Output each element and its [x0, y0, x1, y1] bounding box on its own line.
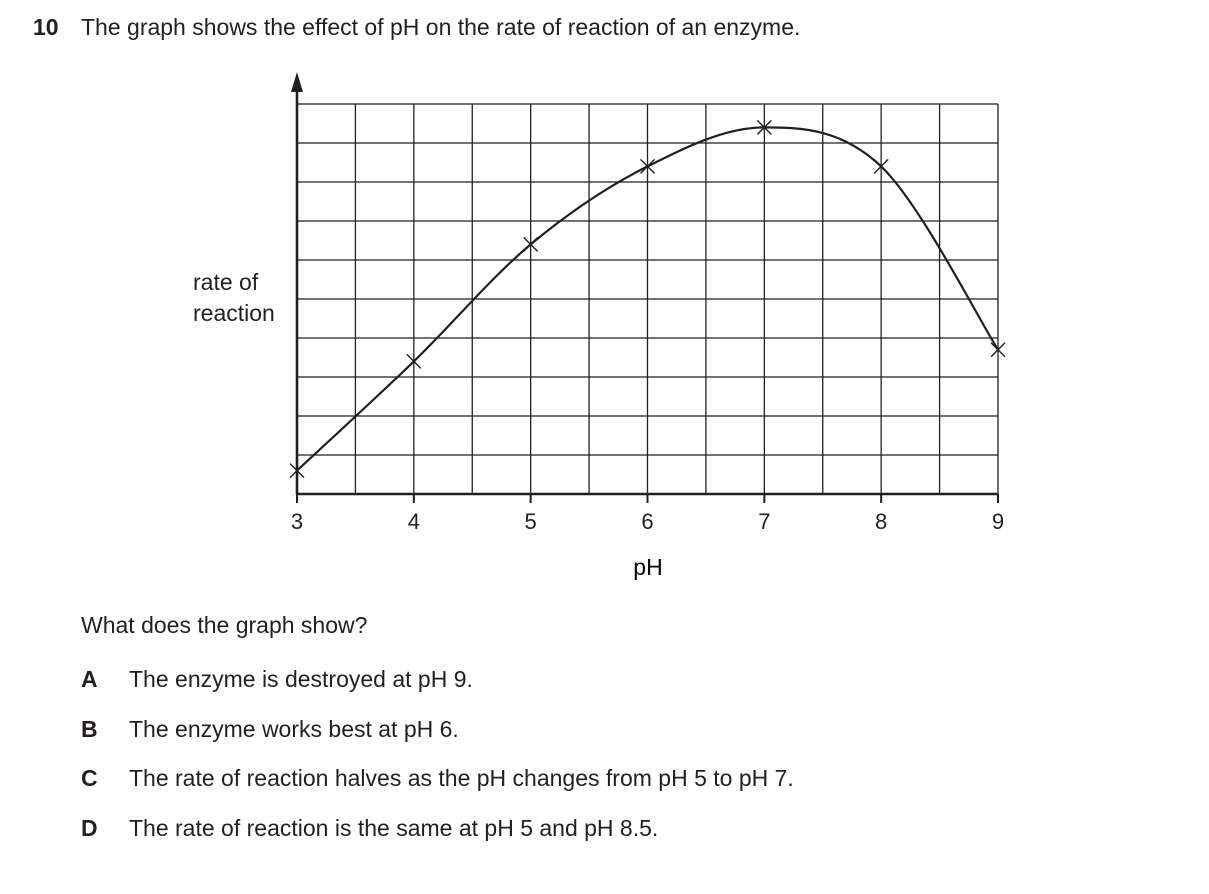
y-axis-arrow: [291, 72, 303, 92]
option-text: The enzyme works best at pH 6.: [129, 716, 459, 742]
option-text: The rate of reaction is the same at pH 5 and pH 8.5.: [129, 815, 659, 841]
x-axis-ticks: [291, 494, 1004, 534]
chart-axes: [291, 72, 998, 494]
x-tick-label: 8: [875, 509, 888, 534]
option-letter: C: [81, 765, 98, 791]
x-axis-label: pH: [633, 554, 663, 580]
option-letter: D: [81, 815, 98, 841]
option-letter: B: [81, 716, 98, 742]
x-tick-label: 9: [991, 509, 1005, 534]
x-tick-label: 3: [290, 509, 304, 534]
option-text: The rate of reaction halves as the pH changes from pH 5 to pH 7.: [129, 765, 794, 791]
option-text: The enzyme is destroyed at pH 9.: [129, 666, 473, 692]
x-tick-label: 4: [407, 509, 420, 534]
question-prompt: What does the graph show?: [81, 612, 368, 638]
x-tick-label: 7: [758, 509, 771, 534]
x-tick-label: 6: [641, 509, 654, 534]
chart-grid: [297, 104, 998, 494]
question-number: 10: [33, 14, 59, 40]
y-axis-label-line-1: rate of: [193, 269, 259, 295]
option-letter: A: [81, 666, 98, 692]
question-stem: The graph shows the effect of pH on the rate of reaction of an enzyme.: [81, 14, 801, 40]
y-axis-label-line-2: reaction: [193, 300, 275, 326]
x-tick-label: 5: [524, 509, 537, 534]
